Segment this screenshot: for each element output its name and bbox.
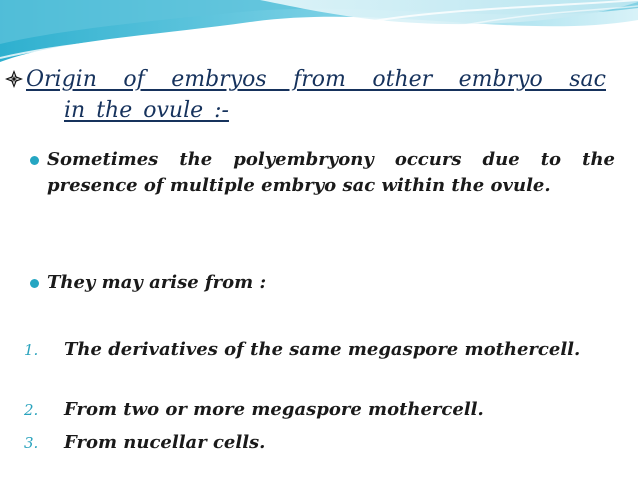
heading-line-1: Origin of embryos from other embryo sac <box>26 67 606 92</box>
heading-line-2: in the ovule :- <box>64 98 229 123</box>
list-number-2: 2. <box>24 401 39 419</box>
header-wave-decoration <box>0 0 638 62</box>
bullet-paragraph-1: Sometimes the polyembryony occurs due to the presence of multiple embryo sac within the ovule. <box>47 149 615 196</box>
bullet-dot-icon <box>30 279 39 288</box>
list-number-3: 3. <box>24 434 39 452</box>
bullet-dot-icon <box>30 156 39 165</box>
bullet-paragraph-2: They may arise from : <box>47 272 267 293</box>
list-item-1: The derivatives of the same megaspore mothercell. <box>64 339 581 360</box>
list-number-1: 1. <box>24 341 39 359</box>
list-item-2: From two or more megaspore mothercell. <box>64 399 484 420</box>
list-item-3: From nucellar cells. <box>64 432 266 453</box>
four-petal-diamond-icon <box>4 69 24 89</box>
slide-heading <box>26 64 606 126</box>
